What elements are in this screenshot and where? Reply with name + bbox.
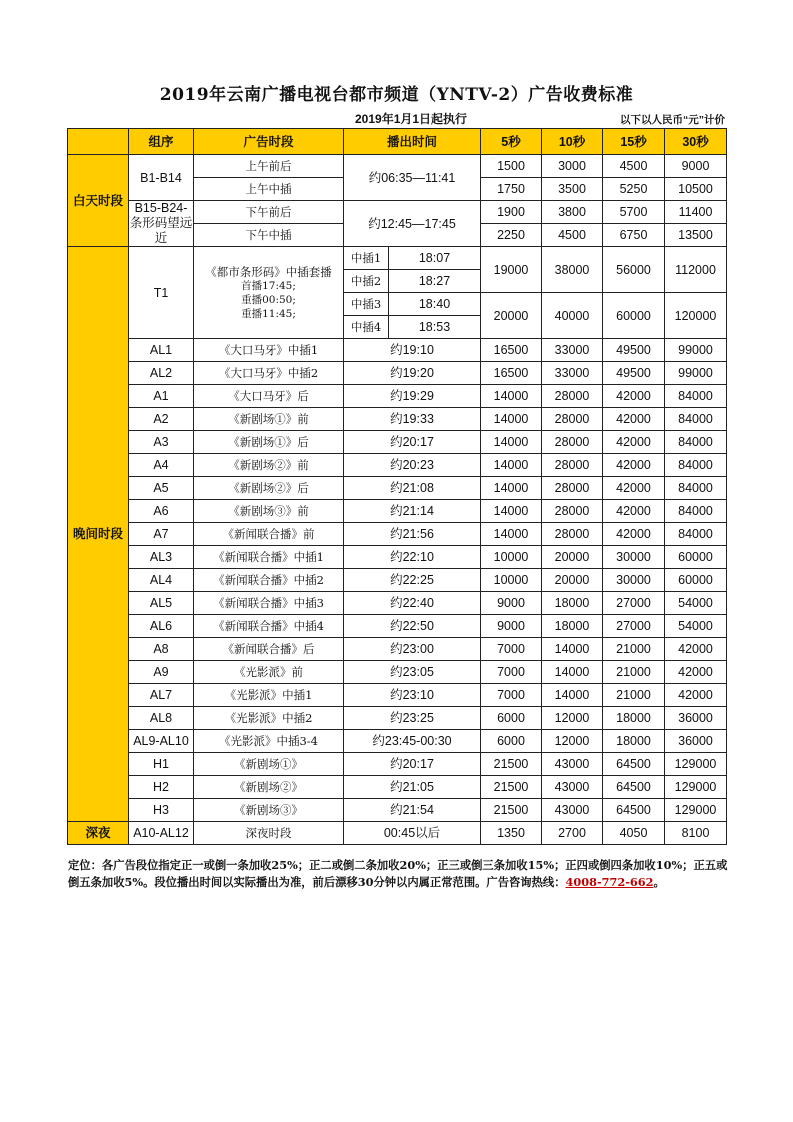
price-10s: 3800: [542, 201, 603, 224]
table-row: [68, 339, 727, 362]
price-30s: 84000: [665, 431, 727, 454]
air-time-cell: 约23:45-00:30: [344, 730, 481, 753]
insert-label: 中插2: [344, 270, 389, 293]
price-5s: 21500: [481, 753, 542, 776]
price-10s: 3500: [542, 178, 603, 201]
price-30s: 42000: [665, 661, 727, 684]
price-5s: 2250: [481, 224, 542, 247]
price-5s: 14000: [481, 523, 542, 546]
price-30s: 84000: [665, 500, 727, 523]
price-30s: 120000: [665, 293, 727, 339]
slot-cell: 《光影派》前: [194, 661, 344, 684]
price-10s: 28000: [542, 408, 603, 431]
price-10s: 28000: [542, 500, 603, 523]
price-5s: 1500: [481, 155, 542, 178]
air-time-cell: 约23:10: [344, 684, 481, 707]
table-row: [68, 707, 727, 730]
header-10s: 10秒: [542, 129, 603, 155]
price-15s: 5250: [603, 178, 665, 201]
insert-label: 中插3: [344, 293, 389, 316]
air-time-cell: 约19:20: [344, 362, 481, 385]
price-5s: 7000: [481, 638, 542, 661]
price-10s: 12000: [542, 707, 603, 730]
price-5s: 14000: [481, 454, 542, 477]
slot-cell: 上午中插: [194, 178, 344, 201]
air-time-cell: 约20:23: [344, 454, 481, 477]
price-15s: 42000: [603, 454, 665, 477]
price-10s: 33000: [542, 362, 603, 385]
price-30s: 99000: [665, 339, 727, 362]
price-10s: 18000: [542, 592, 603, 615]
air-time-cell: 约19:10: [344, 339, 481, 362]
header-section: [68, 129, 129, 155]
page-title: 2019年云南广播电视台都市频道（YNTV-2）广告收费标准: [159, 85, 634, 105]
insert-label: 中插4: [344, 316, 389, 339]
section-late: 深夜: [68, 822, 129, 845]
price-5s: 10000: [481, 569, 542, 592]
price-10s: 20000: [542, 546, 603, 569]
price-5s: 9000: [481, 615, 542, 638]
price-5s: 20000: [481, 293, 542, 339]
price-5s: 1750: [481, 178, 542, 201]
currency-note: 以下以人民币“元”计价: [620, 114, 725, 126]
group-cell: H3: [129, 799, 194, 822]
group-cell: AL7: [129, 684, 194, 707]
table-row: [68, 638, 727, 661]
slot-cell: 《新闻联合播》中插3: [194, 592, 344, 615]
insert-time: 18:27: [389, 270, 481, 293]
slot-cell: 《新闻联合播》后: [194, 638, 344, 661]
header-group: 组序: [129, 129, 194, 155]
air-time-cell: 约12:45—17:45: [344, 201, 481, 247]
group-cell: A3: [129, 431, 194, 454]
price-10s: 12000: [542, 730, 603, 753]
price-30s: 129000: [665, 799, 727, 822]
slot-cell: 《新闻联合播》中插4: [194, 615, 344, 638]
price-5s: 14000: [481, 385, 542, 408]
section-evening: 晚间时段: [68, 247, 129, 822]
price-30s: 84000: [665, 477, 727, 500]
price-15s: 42000: [603, 385, 665, 408]
group-cell: B15-B24-条形码望远近: [129, 201, 193, 245]
price-30s: 9000: [665, 155, 727, 178]
price-30s: 8100: [665, 822, 727, 845]
group-cell: AL3: [129, 546, 194, 569]
effective-date: 2019年1月1日起执行: [355, 112, 468, 126]
group-cell: A1: [129, 385, 194, 408]
price-5s: 7000: [481, 684, 542, 707]
price-5s: 9000: [481, 592, 542, 615]
price-5s: 14000: [481, 477, 542, 500]
price-10s: 14000: [542, 684, 603, 707]
header-5s: 5秒: [481, 129, 542, 155]
price-5s: 6000: [481, 730, 542, 753]
price-5s: 10000: [481, 546, 542, 569]
price-30s: 99000: [665, 362, 727, 385]
price-15s: 27000: [603, 615, 665, 638]
price-10s: 28000: [542, 523, 603, 546]
group-cell: AL9-AL10: [129, 730, 194, 753]
header-air-time: 播出时间: [344, 129, 481, 155]
price-5s: 21500: [481, 776, 542, 799]
header-15s: 15秒: [603, 129, 665, 155]
slot-cell: 深夜时段: [194, 822, 344, 845]
price-15s: 56000: [603, 247, 665, 293]
air-time-cell: 约21:56: [344, 523, 481, 546]
price-5s: 19000: [481, 247, 542, 293]
price-30s: 42000: [665, 638, 727, 661]
price-15s: 42000: [603, 500, 665, 523]
group-cell: A4: [129, 454, 194, 477]
price-15s: 60000: [603, 293, 665, 339]
group-cell: A5: [129, 477, 194, 500]
insert-time: 18:40: [389, 293, 481, 316]
price-5s: 7000: [481, 661, 542, 684]
group-cell: B1-B14: [129, 155, 194, 201]
slot-cell: 《新剧场②》后: [194, 477, 344, 500]
price-5s: 21500: [481, 799, 542, 822]
table-row: [68, 753, 727, 776]
table-row: [68, 569, 727, 592]
price-15s: 42000: [603, 431, 665, 454]
price-15s: 64500: [603, 776, 665, 799]
price-10s: 33000: [542, 339, 603, 362]
table-row: [68, 477, 727, 500]
price-10s: 43000: [542, 753, 603, 776]
group-cell: A2: [129, 408, 194, 431]
table-row: [68, 523, 727, 546]
price-30s: 129000: [665, 776, 727, 799]
slot-cell: 《新剧场①》前: [194, 408, 344, 431]
price-15s: 49500: [603, 339, 665, 362]
air-time-cell: 约06:35—11:41: [344, 155, 481, 201]
price-10s: 20000: [542, 569, 603, 592]
slot-cell: 下午中插: [194, 224, 344, 247]
footnote-end: 。: [653, 875, 665, 889]
price-15s: 64500: [603, 799, 665, 822]
slot-cell: 上午前后: [194, 155, 344, 178]
footnote: [68, 857, 728, 891]
group-cell: H1: [129, 753, 194, 776]
slot-cell: [194, 247, 344, 339]
air-time-cell: 约23:05: [344, 661, 481, 684]
slot-cell: 《新剧场③》: [194, 799, 344, 822]
price-5s: 1350: [481, 822, 542, 845]
group-cell: A7: [129, 523, 194, 546]
price-30s: 13500: [665, 224, 727, 247]
price-10s: 28000: [542, 385, 603, 408]
price-30s: 54000: [665, 592, 727, 615]
header-30s: 30秒: [665, 129, 727, 155]
price-15s: 4500: [603, 155, 665, 178]
header-row: [68, 129, 727, 155]
air-time-cell: 00:45以后: [344, 822, 481, 845]
slot-cell: 下午前后: [194, 201, 344, 224]
slot-cell: 《新闻联合播》中插2: [194, 569, 344, 592]
price-5s: 6000: [481, 707, 542, 730]
slot-cell: 《大口马牙》中插1: [194, 339, 344, 362]
price-15s: 30000: [603, 546, 665, 569]
slot-line: 重播11:45;: [241, 307, 296, 320]
price-5s: 14000: [481, 431, 542, 454]
price-15s: 4050: [603, 822, 665, 845]
table-row: [68, 592, 727, 615]
slot-cell: 《新剧场②》: [194, 776, 344, 799]
price-15s: 42000: [603, 523, 665, 546]
hotline-link[interactable]: 4008-772-662: [565, 875, 654, 889]
table-row: [68, 799, 727, 822]
slot-cell: 《光影派》中插2: [194, 707, 344, 730]
slot-cell: 《新闻联合播》前: [194, 523, 344, 546]
group-cell: AL4: [129, 569, 194, 592]
price-30s: 10500: [665, 178, 727, 201]
slot-cell: 《新剧场③》前: [194, 500, 344, 523]
price-15s: 27000: [603, 592, 665, 615]
table-row: [68, 155, 727, 178]
price-30s: 36000: [665, 707, 727, 730]
table-row: [68, 822, 727, 845]
table-row: [68, 615, 727, 638]
table-row: [68, 730, 727, 753]
group-cell: AL2: [129, 362, 194, 385]
price-30s: 84000: [665, 385, 727, 408]
price-5s: 14000: [481, 408, 542, 431]
price-15s: 49500: [603, 362, 665, 385]
price-10s: 43000: [542, 799, 603, 822]
table-row: [68, 385, 727, 408]
price-10s: 43000: [542, 776, 603, 799]
table-row: [68, 247, 727, 270]
price-15s: 21000: [603, 661, 665, 684]
group-cell: A8: [129, 638, 194, 661]
group-cell: T1: [129, 247, 194, 339]
price-30s: 84000: [665, 454, 727, 477]
price-10s: 14000: [542, 661, 603, 684]
table-row: [68, 776, 727, 799]
price-5s: 16500: [481, 362, 542, 385]
price-15s: 42000: [603, 408, 665, 431]
price-10s: 14000: [542, 638, 603, 661]
price-15s: 42000: [603, 477, 665, 500]
slot-cell: 《新剧场①》后: [194, 431, 344, 454]
group-cell: AL8: [129, 707, 194, 730]
air-time-cell: 约22:50: [344, 615, 481, 638]
price-30s: 84000: [665, 408, 727, 431]
air-time-cell: 约23:25: [344, 707, 481, 730]
insert-label: 中插1: [344, 247, 389, 270]
air-time-cell: 约19:33: [344, 408, 481, 431]
slot-cell: 《新闻联合播》中插1: [194, 546, 344, 569]
price-15s: 18000: [603, 707, 665, 730]
section-day: 白天时段: [68, 155, 129, 247]
price-5s: 14000: [481, 500, 542, 523]
price-10s: 38000: [542, 247, 603, 293]
footnote-text: 定位：各广告段位指定正一或倒一条加收25%；正二或倒二条加收20%；正三或倒三条加收15%；正四或倒四条加收10%；正五或倒五条加收5%。段位播出时间以实际播出为准，前后漂移30分钟以内属正常范围。广告咨询热线：: [68, 858, 728, 889]
air-time-cell: 约21:05: [344, 776, 481, 799]
air-time-cell: 约22:40: [344, 592, 481, 615]
table-row: [68, 201, 727, 224]
price-15s: 30000: [603, 569, 665, 592]
price-30s: 42000: [665, 684, 727, 707]
slot-cell: 《大口马牙》中插2: [194, 362, 344, 385]
table-row: [68, 684, 727, 707]
group-cell: A6: [129, 500, 194, 523]
price-30s: 54000: [665, 615, 727, 638]
group-cell: AL6: [129, 615, 194, 638]
slot-line: 首播17:45;: [241, 279, 296, 292]
group-cell: H2: [129, 776, 194, 799]
air-time-cell: 约22:25: [344, 569, 481, 592]
price-10s: 3000: [542, 155, 603, 178]
price-10s: 2700: [542, 822, 603, 845]
slot-line: 《都市条形码》中插套播: [205, 264, 332, 279]
price-5s: 16500: [481, 339, 542, 362]
price-10s: 40000: [542, 293, 603, 339]
insert-time: 18:53: [389, 316, 481, 339]
price-30s: 60000: [665, 546, 727, 569]
slot-cell: 《大口马牙》后: [194, 385, 344, 408]
price-15s: 6750: [603, 224, 665, 247]
table-row: [68, 408, 727, 431]
price-15s: 5700: [603, 201, 665, 224]
air-time-cell: 约21:54: [344, 799, 481, 822]
group-cell: AL5: [129, 592, 194, 615]
air-time-cell: 约21:08: [344, 477, 481, 500]
slot-cell: 《新剧场①》: [194, 753, 344, 776]
price-30s: 129000: [665, 753, 727, 776]
header-slot: 广告时段: [194, 129, 344, 155]
price-15s: 21000: [603, 638, 665, 661]
table-row: [68, 661, 727, 684]
air-time-cell: 约23:00: [344, 638, 481, 661]
price-30s: 11400: [665, 201, 727, 224]
price-30s: 36000: [665, 730, 727, 753]
group-cell: A9: [129, 661, 194, 684]
price-10s: 28000: [542, 477, 603, 500]
slot-cell: 《光影派》中插1: [194, 684, 344, 707]
price-30s: 84000: [665, 523, 727, 546]
table-row: [68, 362, 727, 385]
price-15s: 21000: [603, 684, 665, 707]
price-30s: 112000: [665, 247, 727, 293]
price-15s: 18000: [603, 730, 665, 753]
slot-cell: 《光影派》中插3-4: [194, 730, 344, 753]
air-time-cell: 约22:10: [344, 546, 481, 569]
price-10s: 18000: [542, 615, 603, 638]
table-row: [68, 546, 727, 569]
table-row: [68, 454, 727, 477]
table-row: [68, 500, 727, 523]
price-10s: 28000: [542, 454, 603, 477]
insert-time: 18:07: [389, 247, 481, 270]
rate-table: [67, 128, 727, 845]
price-10s: 28000: [542, 431, 603, 454]
slot-line: 重播00:50;: [241, 293, 296, 306]
price-30s: 60000: [665, 569, 727, 592]
group-cell: AL1: [129, 339, 194, 362]
slot-cell: 《新剧场②》前: [194, 454, 344, 477]
price-5s: 1900: [481, 201, 542, 224]
group-cell: A10-AL12: [129, 822, 194, 845]
price-15s: 64500: [603, 753, 665, 776]
air-time-cell: 约21:14: [344, 500, 481, 523]
table-row: [68, 431, 727, 454]
air-time-cell: 约20:17: [344, 431, 481, 454]
air-time-cell: 约20:17: [344, 753, 481, 776]
air-time-cell: 约19:29: [344, 385, 481, 408]
price-10s: 4500: [542, 224, 603, 247]
